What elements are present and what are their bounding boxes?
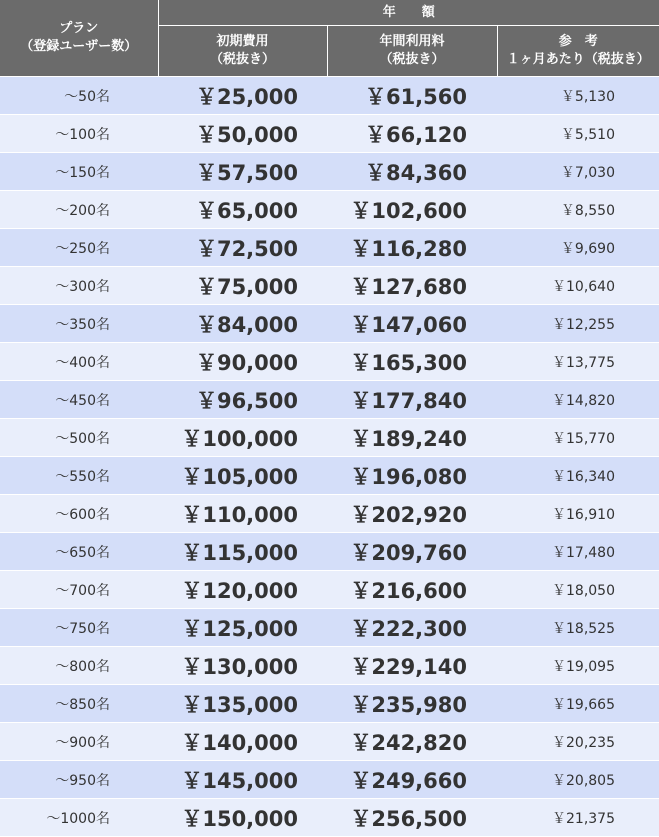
annual-fee-cell: ￥127,680 [327,267,497,305]
initial-fee-cell: ￥120,000 [158,571,327,609]
annual-fee-cell: ￥84,360 [327,153,497,191]
annual-fee-cell: ￥256,500 [327,799,497,837]
monthly-reference-cell: ￥10,640 [497,267,659,305]
initial-fee-cell: ￥125,000 [158,609,327,647]
reference-header-line1: 参 考 [498,33,659,51]
plan-cell: ～500名 [0,419,158,457]
annual-fee-cell: ￥196,080 [327,457,497,495]
annual-fee-cell: ￥61,560 [327,77,497,115]
monthly-reference-cell: ￥19,665 [497,685,659,723]
plan-cell: ～750名 [0,609,158,647]
table-row [0,685,659,723]
initial-fee-cell: ￥96,500 [158,381,327,419]
monthly-reference-cell: ￥5,510 [497,115,659,153]
initial-fee-cell: ￥150,000 [158,799,327,837]
table-row [0,419,659,457]
initial-fee-cell: ￥50,000 [158,115,327,153]
table-row [0,115,659,153]
plan-cell: ～400名 [0,343,158,381]
plan-cell: ～950名 [0,761,158,799]
annual-fee-cell: ￥66,120 [327,115,497,153]
annual-fee-cell: ￥249,660 [327,761,497,799]
plan-cell: ～350名 [0,305,158,343]
monthly-reference-cell: ￥18,525 [497,609,659,647]
table-row [0,723,659,761]
initial-fee-cell: ￥72,500 [158,229,327,267]
plan-header-line2: （登録ユーザー数） [0,38,158,56]
monthly-reference-cell: ￥8,550 [497,191,659,229]
plan-cell: ～200名 [0,191,158,229]
plan-cell: ～250名 [0,229,158,267]
table-row [0,381,659,419]
table-row [0,267,659,305]
initial-fee-cell: ￥145,000 [158,761,327,799]
monthly-reference-cell: ￥14,820 [497,381,659,419]
initial-fee-cell: ￥100,000 [158,419,327,457]
initial-fee-cell: ￥130,000 [158,647,327,685]
annual-fee-header-line1: 年間利用料 [328,33,497,51]
initial-fee-cell: ￥90,000 [158,343,327,381]
plan-cell: ～450名 [0,381,158,419]
initial-fee-header-line2: （税抜き） [159,51,327,69]
monthly-reference-cell: ￥15,770 [497,419,659,457]
plan-cell: ～100名 [0,115,158,153]
plan-cell: ～150名 [0,153,158,191]
annual-fee-cell: ￥165,300 [327,343,497,381]
annual-fee-cell: ￥216,600 [327,571,497,609]
pricing-table-body [0,77,659,837]
initial-fee-cell: ￥65,000 [158,191,327,229]
table-row [0,191,659,229]
initial-fee-column-header [158,26,327,77]
initial-fee-cell: ￥25,000 [158,77,327,115]
table-row [0,495,659,533]
table-row [0,343,659,381]
table-row [0,761,659,799]
annual-fee-cell: ￥102,600 [327,191,497,229]
annual-fee-cell: ￥147,060 [327,305,497,343]
table-row [0,229,659,267]
plan-cell: ～900名 [0,723,158,761]
plan-cell: ～550名 [0,457,158,495]
header-row-top [0,0,659,26]
initial-fee-cell: ￥84,000 [158,305,327,343]
monthly-reference-cell: ￥16,340 [497,457,659,495]
monthly-reference-cell: ￥12,255 [497,305,659,343]
plan-cell: ～700名 [0,571,158,609]
initial-fee-cell: ￥140,000 [158,723,327,761]
initial-fee-cell: ￥115,000 [158,533,327,571]
annual-fee-cell: ￥229,140 [327,647,497,685]
annual-fee-cell: ￥189,240 [327,419,497,457]
monthly-reference-cell: ￥20,805 [497,761,659,799]
initial-fee-cell: ￥105,000 [158,457,327,495]
table-row [0,609,659,647]
annual-fee-cell: ￥222,300 [327,609,497,647]
annual-fee-cell: ￥242,820 [327,723,497,761]
initial-fee-cell: ￥57,500 [158,153,327,191]
annual-fee-cell: ￥209,760 [327,533,497,571]
reference-column-header [497,26,659,77]
table-row [0,647,659,685]
initial-fee-header-line1: 初期費用 [159,33,327,51]
table-row [0,799,659,837]
monthly-reference-cell: ￥17,480 [497,533,659,571]
pricing-table-header [0,0,659,77]
initial-fee-cell: ￥110,000 [158,495,327,533]
plan-cell: ～800名 [0,647,158,685]
plan-cell: ～50名 [0,77,158,115]
initial-fee-cell: ￥135,000 [158,685,327,723]
annual-fee-column-header [327,26,497,77]
monthly-reference-cell: ￥19,095 [497,647,659,685]
annual-fee-header-line2: （税抜き） [328,51,497,69]
annual-fee-cell: ￥177,840 [327,381,497,419]
monthly-reference-cell: ￥9,690 [497,229,659,267]
table-row [0,533,659,571]
table-row [0,77,659,115]
reference-header-line2: １ヶ月あたり（税抜き） [498,51,659,69]
plan-cell: ～300名 [0,267,158,305]
plan-column-header [0,0,158,77]
table-row [0,571,659,609]
plan-cell: ～1000名 [0,799,158,837]
monthly-reference-cell: ￥5,130 [497,77,659,115]
plan-cell: ～600名 [0,495,158,533]
monthly-reference-cell: ￥7,030 [497,153,659,191]
monthly-reference-cell: ￥21,375 [497,799,659,837]
plan-header-line1: プラン [0,20,158,38]
plan-cell: ～650名 [0,533,158,571]
table-row [0,305,659,343]
monthly-reference-cell: ￥18,050 [497,571,659,609]
initial-fee-cell: ￥75,000 [158,267,327,305]
monthly-reference-cell: ￥16,910 [497,495,659,533]
plan-cell: ～850名 [0,685,158,723]
monthly-reference-cell: ￥20,235 [497,723,659,761]
monthly-reference-cell: ￥13,775 [497,343,659,381]
table-row [0,457,659,495]
annual-group-header: 年 額 [158,0,659,26]
table-row [0,153,659,191]
annual-fee-cell: ￥116,280 [327,229,497,267]
annual-fee-cell: ￥202,920 [327,495,497,533]
annual-fee-cell: ￥235,980 [327,685,497,723]
